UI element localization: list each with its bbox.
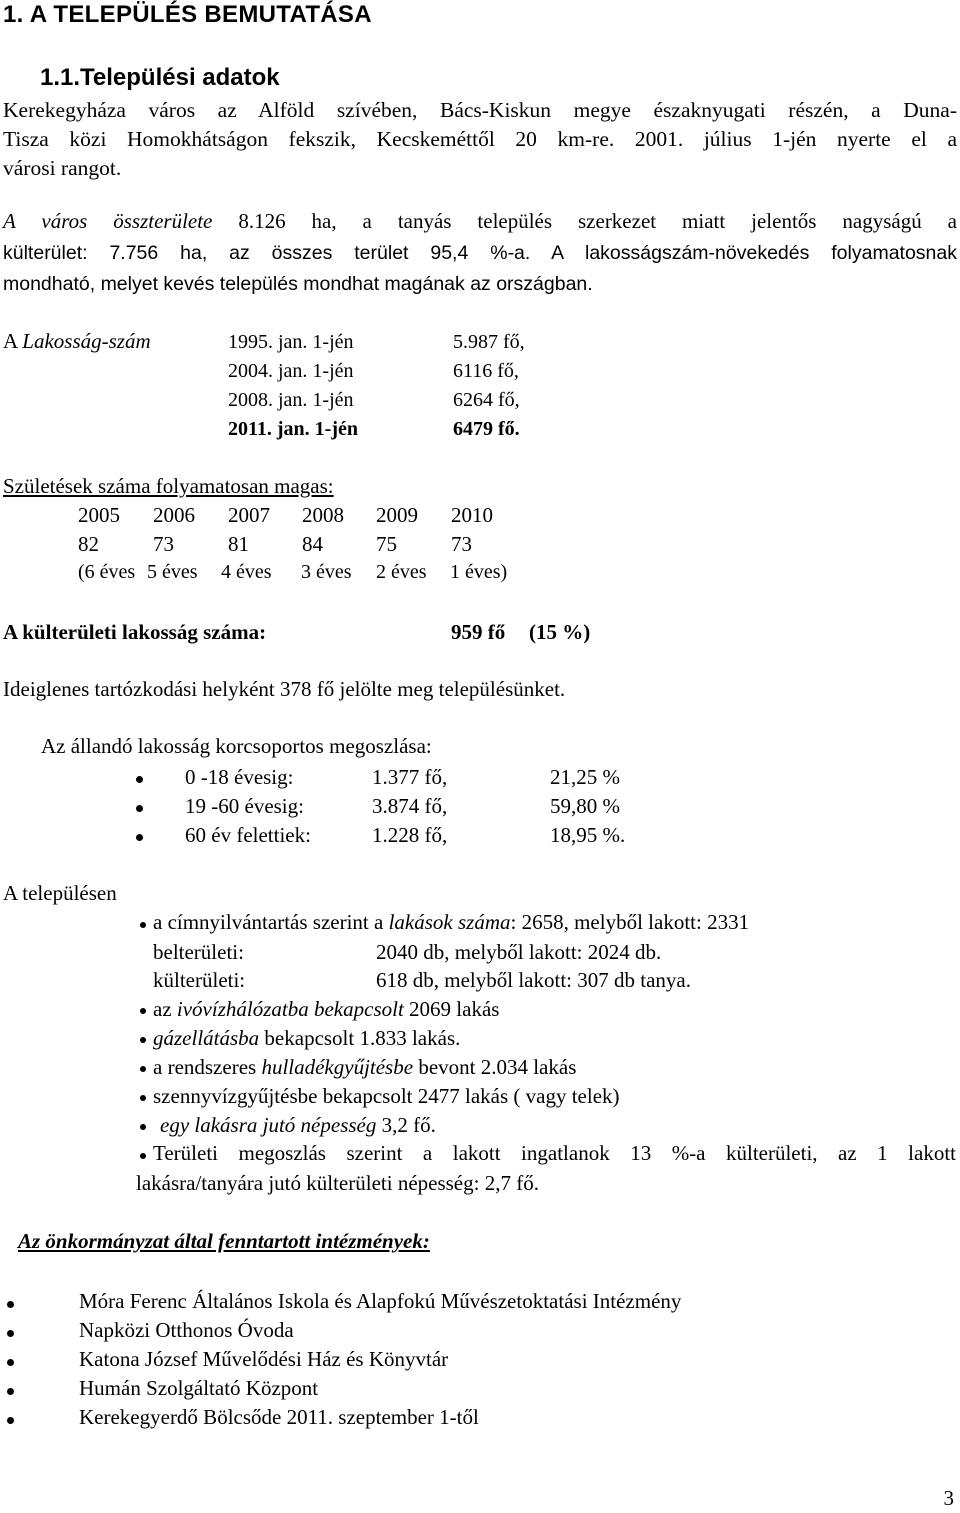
intro-paragraph xyxy=(3,98,957,123)
bullet-icon xyxy=(140,1153,146,1159)
bullet-icon xyxy=(140,922,146,928)
births-age: 2 éves xyxy=(376,561,427,583)
settlement-item-waste xyxy=(153,1055,576,1080)
settlement-item-dwellings xyxy=(153,910,749,935)
births-year: 2009 xyxy=(376,503,418,527)
settlement-item-water xyxy=(153,997,499,1022)
bullet-icon xyxy=(140,1095,146,1101)
births-age: 5 éves xyxy=(147,561,198,583)
outer-area-label: külterületi: xyxy=(153,968,246,992)
bullet-icon xyxy=(140,1124,146,1130)
institution-item: Napközi Otthonos Óvoda xyxy=(79,1318,294,1342)
births-year: 2005 xyxy=(78,503,120,527)
bullet-icon xyxy=(7,1330,14,1337)
institution-item: Katona József Művelődési Ház és Könyvtár xyxy=(79,1347,449,1371)
page-number: 3 xyxy=(943,1486,954,1510)
bullet-icon xyxy=(136,834,143,841)
intro-line: Kerekegyháza város az Alföld szívében, Bács-Kiskun megye északnyugati részén, a Duna- xyxy=(3,98,957,122)
settlement-item-distribution xyxy=(153,1141,956,1166)
intro-line: Tisza közi Homokhátságon fekszik, Kecskeméttől 20 km-re. 2001. július 1-jén nyerte el a xyxy=(3,127,957,151)
institution-item: Kerekegyerdő Bölcsőde 2011. szeptember 1-től xyxy=(79,1405,479,1429)
institution-item: Móra Ferenc Általános Iskola és Alapfokú Művészetoktatási Intézmény xyxy=(79,1289,682,1313)
bullet-icon xyxy=(7,1301,14,1308)
births-age: 3 éves xyxy=(301,561,352,583)
births-year: 2007 xyxy=(228,503,270,527)
distribution-line: lakásra/tanyára jutó külterületi népesség: 2,7 fő. xyxy=(136,1171,539,1195)
settlement-text: 3,2 fő. xyxy=(376,1113,436,1137)
settlement-item-density xyxy=(160,1113,436,1138)
settlement-text-italic: gázellátásba xyxy=(153,1026,260,1050)
area-line: külterület: 7.756 ha, az összes terület 95,4 %-a. A lakosságszám-növekedés folyamatosnak xyxy=(3,242,957,264)
births-count: 84 xyxy=(302,532,323,556)
births-count: 75 xyxy=(376,532,397,556)
age-group-label: 0 -18 évesig: xyxy=(185,765,294,789)
settlement-text: a címnyilvántartás szerint a xyxy=(153,910,389,934)
settlement-title: A településen xyxy=(3,881,117,905)
population-value: 6264 fő, xyxy=(453,389,520,411)
bullet-icon xyxy=(136,805,143,812)
intro-paragraph xyxy=(3,127,957,152)
age-group-percent: 18,95 %. xyxy=(550,823,626,847)
births-count: 73 xyxy=(153,532,174,556)
settlement-item-sewage: szennyvízgyűjtésbe bekapcsolt 2477 lakás ( vagy telek) xyxy=(153,1084,620,1108)
chapter-heading: 1. A TELEPÜLÉS BEMUTATÁSA xyxy=(3,1,372,28)
inner-area-label: belterületi: xyxy=(153,940,244,964)
bullet-icon xyxy=(7,1388,14,1395)
births-age: 4 éves xyxy=(221,561,272,583)
age-group-count: 1.377 fő, xyxy=(372,765,448,789)
outer-area-value: 618 db, melyből lakott: 307 db tanya. xyxy=(376,968,691,992)
settlement-text: bevont 2.034 lakás xyxy=(413,1055,577,1079)
births-count: 82 xyxy=(78,532,99,556)
population-label-prefix: A xyxy=(3,329,23,353)
area-paragraph xyxy=(3,209,957,234)
settlement-text: 2069 lakás xyxy=(403,997,500,1021)
bullet-icon xyxy=(7,1417,14,1424)
age-group-label: 60 év felettiek: xyxy=(185,823,311,847)
settlement-text-italic: hulladékgyűjtésbe xyxy=(261,1055,414,1079)
population-label-italic: Lakosság-szám xyxy=(22,329,151,353)
births-title: Születések száma folyamatosan magas: xyxy=(3,474,334,498)
population-value: 5.987 fő, xyxy=(453,331,525,353)
births-year: 2006 xyxy=(153,503,195,527)
settlement-item-gas xyxy=(153,1026,460,1051)
age-group-count: 1.228 fő, xyxy=(372,823,448,847)
outskirts-value: 959 fő xyxy=(451,620,506,644)
age-group-percent: 21,25 % xyxy=(550,765,620,789)
settlement-text-italic: lakások száma xyxy=(388,910,511,934)
settlement-text-italic: ivóvízhálózatba bekapcsolt xyxy=(176,997,404,1021)
population-label xyxy=(3,329,151,354)
births-year: 2008 xyxy=(302,503,344,527)
area-label: A város összterülete xyxy=(3,209,213,233)
population-date: 2004. jan. 1-jén xyxy=(228,360,354,382)
population-date: 2011. jan. 1-jén xyxy=(228,418,358,440)
population-date: 2008. jan. 1-jén xyxy=(228,389,354,411)
outskirts-percent: (15 %) xyxy=(529,620,591,644)
births-age: 1 éves) xyxy=(450,561,508,583)
population-value: 6116 fő, xyxy=(453,360,519,382)
age-group-count: 3.874 fő, xyxy=(372,794,448,818)
temporary-residents: Ideiglenes tartózkodási helyként 378 fő jelölte meg településünket. xyxy=(3,677,566,701)
settlement-text: : 2658, melyből lakott: 2331 xyxy=(510,910,750,934)
bullet-icon xyxy=(140,1066,146,1072)
population-date: 1995. jan. 1-jén xyxy=(228,331,354,353)
area-line xyxy=(3,209,957,234)
area-line-rest: 8.126 ha, a tanyás település szerkezet miatt jelentős nagyságú a xyxy=(238,209,957,233)
settlement-text: a rendszeres xyxy=(153,1055,262,1079)
inner-area-value: 2040 db, melyből lakott: 2024 db. xyxy=(376,940,662,964)
bullet-icon xyxy=(7,1359,14,1366)
births-age: (6 éves xyxy=(78,561,136,583)
section-heading: 1.1.Települési adatok xyxy=(40,64,280,91)
settlement-text-italic: egy lakásra jutó népesség xyxy=(160,1113,377,1137)
institution-item: Humán Szolgáltató Központ xyxy=(79,1376,319,1400)
bullet-icon xyxy=(140,1008,146,1014)
intro-line: városi rangot. xyxy=(3,156,122,180)
settlement-text: az xyxy=(153,997,177,1021)
births-year: 2010 xyxy=(451,503,493,527)
outskirts-label: A külterületi lakosság száma: xyxy=(3,620,267,644)
bullet-icon xyxy=(140,1037,146,1043)
area-line: mondható, melyet kevés település mondhat magának az országban. xyxy=(3,273,593,295)
age-groups-title: Az állandó lakosság korcsoportos megoszlása: xyxy=(41,734,432,758)
births-count: 81 xyxy=(228,532,249,556)
population-value: 6479 fő. xyxy=(453,418,520,440)
bullet-icon xyxy=(136,776,143,783)
age-group-percent: 59,80 % xyxy=(550,794,620,818)
distribution-line: Területi megoszlás szerint a lakott ingatlanok 13 %-a külterületi, az 1 lakott xyxy=(153,1141,956,1165)
area-paragraph xyxy=(3,242,957,265)
settlement-text: bekapcsolt 1.833 lakás. xyxy=(259,1026,461,1050)
age-group-label: 19 -60 évesig: xyxy=(185,794,304,818)
births-count: 73 xyxy=(451,532,472,556)
institutions-title: Az önkormányzat által fenntartott intézmények: xyxy=(18,1229,430,1253)
